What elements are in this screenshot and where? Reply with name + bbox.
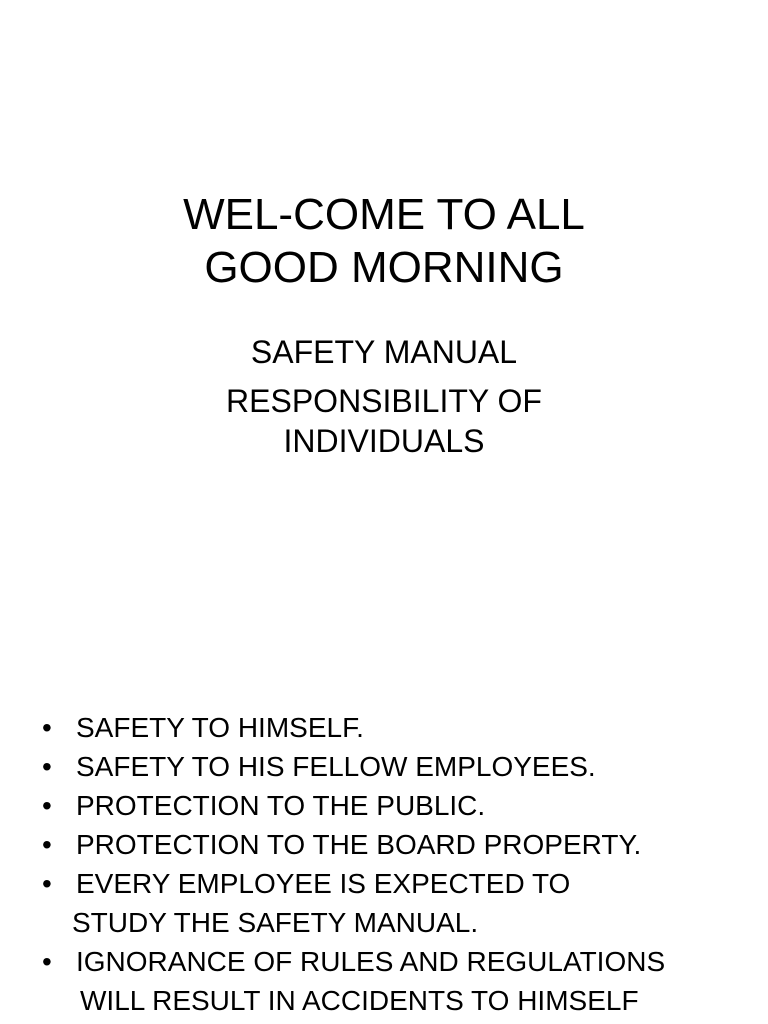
subtitle-block xyxy=(0,332,768,461)
subtitle-line-1: SAFETY MANUAL xyxy=(250,334,518,370)
bullet-text: EVERY EMPLOYEE IS EXPECTED TO xyxy=(76,868,571,899)
bullet-text: SAFETY TO HIMSELF. xyxy=(76,712,364,743)
bullet-text: SAFETY TO HIS FELLOW EMPLOYEES. xyxy=(76,751,596,782)
subtitle-line-3: INDIVIDUALS xyxy=(283,423,485,459)
list-item xyxy=(0,786,768,825)
bullet-text: IGNORANCE OF RULES AND REGULATIONS xyxy=(76,946,666,977)
bullet-continuation: STUDY THE SAFETY MANUAL. xyxy=(72,907,479,938)
title-line-2: GOOD MORNING xyxy=(204,243,564,292)
bullet-dot: • xyxy=(42,868,52,899)
title-line-1: WEL-COME TO ALL xyxy=(183,190,585,239)
bullet-dot: • xyxy=(42,790,52,821)
bullet-text: PROTECTION TO THE BOARD PROPERTY. xyxy=(76,829,642,860)
list-item xyxy=(0,942,768,1020)
list-item xyxy=(0,825,768,864)
bullet-dot: • xyxy=(42,946,52,977)
bullet-continuation: WILL RESULT IN ACCIDENTS TO HIMSELF xyxy=(80,985,639,1016)
page-title xyxy=(0,188,768,294)
subtitle-line-2: RESPONSIBILITY OF xyxy=(226,383,542,419)
bullet-dot: • xyxy=(42,712,52,743)
bullet-text: PROTECTION TO THE PUBLIC. xyxy=(76,790,486,821)
list-item xyxy=(0,864,768,942)
bullet-dot: • xyxy=(42,751,52,782)
list-item xyxy=(0,747,768,786)
list-item xyxy=(0,708,768,747)
bullet-list xyxy=(0,708,768,1020)
bullet-dot: • xyxy=(42,829,52,860)
